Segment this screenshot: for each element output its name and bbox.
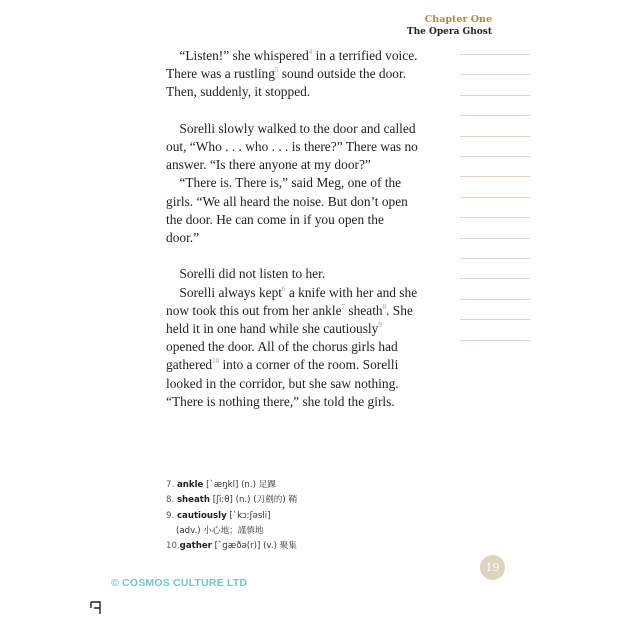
text-line: gathered$^{10}$ into a corner of the room. Sorelli <box>166 357 399 373</box>
note-line <box>460 299 530 300</box>
glossary-word: gather <box>179 541 212 552</box>
text-line: girls. “We all heard the noise. But don’t open <box>166 193 408 209</box>
glossary-word: sheath <box>176 495 211 506</box>
text-line: Sorelli always kept$^6$ a knife with her and she <box>179 284 418 300</box>
chapter-label: Chapter One <box>424 14 492 25</box>
footnote-marker: 4 <box>308 48 313 56</box>
text-line: There was a rustling$^5$ sound outside the door. <box>166 66 407 82</box>
text-line: Sorelli did not listen to her. <box>179 266 326 282</box>
note-line <box>460 156 530 157</box>
footnote-marker: 6 <box>282 284 286 293</box>
footnote-marker: 9 <box>378 321 382 330</box>
text-line: now took this out from her ankle$^7$ sheath$^8$. She <box>166 302 413 318</box>
chapter-title: The Opera Ghost <box>406 27 492 37</box>
note-line <box>460 340 530 341</box>
glossary-entry: 7. ankle [ˋæŋkl] (n.) 足踝 <box>166 480 276 490</box>
note-line <box>460 74 530 75</box>
text-line: Sorelli slowly walked to the door and called <box>179 120 416 136</box>
text-line: “There is. There is,” said Meg, one of the <box>179 175 402 191</box>
note-line <box>460 95 530 96</box>
glossary-entry: 8. sheath [ʃiːθ] (n.) (刀劍的) 鞘 <box>166 495 298 506</box>
note-line <box>460 176 530 177</box>
note-line <box>460 115 530 116</box>
note-line <box>460 54 530 55</box>
footnote-marker: 7 <box>341 302 346 311</box>
text-line: door.” <box>166 230 200 246</box>
glossary-word: ankle <box>176 480 204 490</box>
note-line <box>460 278 530 279</box>
text-line: “There is nothing there,” she told the girls. <box>166 393 395 409</box>
page-number-badge: 19 <box>480 555 505 580</box>
text-line: “Listen!” she whispered$^4$ in a terrified voice. <box>179 48 418 63</box>
footnote-marker: 10 <box>212 357 220 366</box>
running-header <box>407 14 492 38</box>
note-line <box>460 258 530 259</box>
vocabulary-glossary <box>166 478 297 554</box>
glossary-entry: 10.gather [ˋɡæðə(r)] (v.) 聚集 <box>166 541 297 552</box>
copyright-notice: © COSMOS CULTURE LTD <box>111 577 248 589</box>
text-line: opened the door. All of the chorus girls had <box>166 339 398 355</box>
note-line <box>460 136 530 137</box>
text-line: held it in one hand while she cautiously$^9$ <box>166 321 382 337</box>
footnote-marker: 5 <box>274 66 279 75</box>
note-line <box>460 238 530 239</box>
footnote-marker: 8 <box>382 302 387 311</box>
note-line <box>460 217 530 218</box>
glossary-word: cautiously <box>176 510 227 521</box>
text-line: the door. He can come in if you open the <box>166 211 384 227</box>
glossary-entry: 9. cautiously [ˋkɔːʃəsli] <box>166 510 271 521</box>
note-line <box>460 319 530 320</box>
story-text <box>166 47 466 411</box>
glossary-definition: (adv.) 小心地；謹慎地 <box>176 525 264 536</box>
text-line: looked in the corridor, but she saw nothing. <box>166 375 399 391</box>
note-line <box>460 197 530 198</box>
crop-mark-icon <box>88 599 104 615</box>
text-line: Then, suddenly, it stopped. <box>166 84 311 100</box>
text-line: answer. “Is there anyone at my door?” <box>166 157 371 173</box>
text-line: out, “Who . . . who . . . is there?” There was no <box>166 139 418 154</box>
